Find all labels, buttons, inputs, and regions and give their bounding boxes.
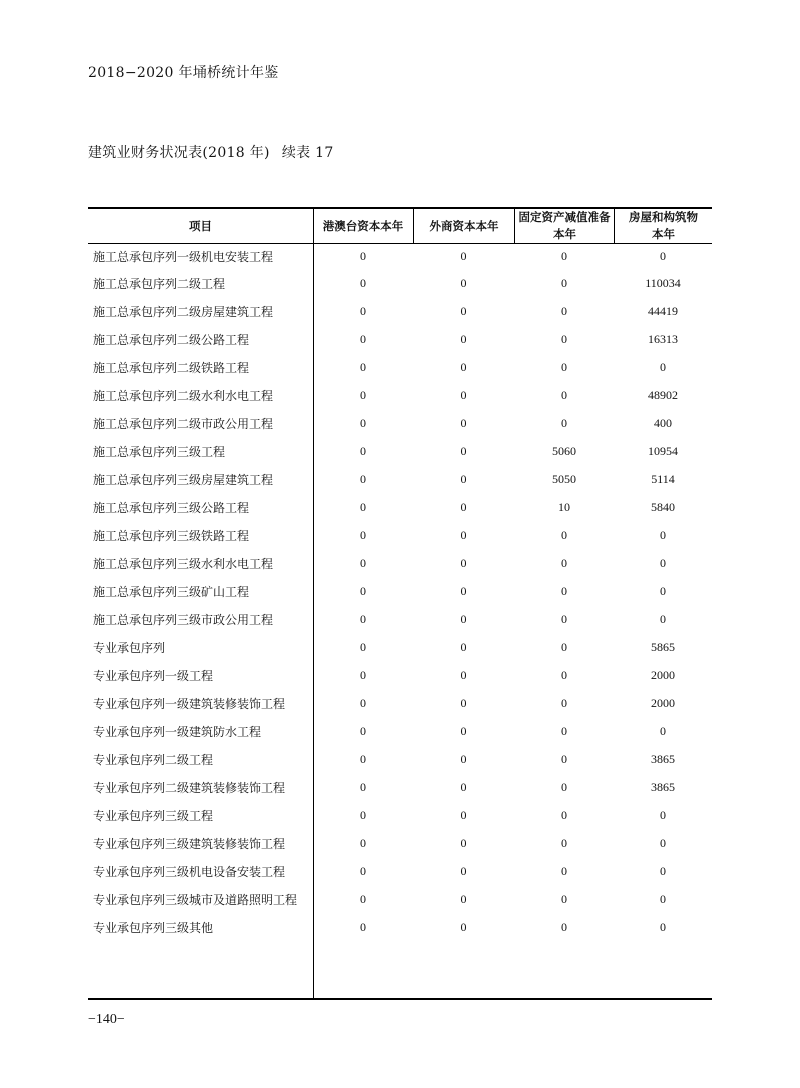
cell-buildings: 0 <box>660 835 666 850</box>
cell-foreign: 0 <box>460 723 467 738</box>
table-row <box>88 829 712 857</box>
cell-foreign: 0 <box>460 249 467 263</box>
cell-impairment: 0 <box>561 695 567 710</box>
cell-item: 专业承包序列三级其他 <box>93 920 214 935</box>
cell-foreign: 0 <box>460 499 467 514</box>
cell-item: 专业承包序列三级工程 <box>93 808 214 823</box>
table-row <box>88 549 712 577</box>
table-row <box>88 353 712 381</box>
table-row <box>88 325 712 353</box>
table-header-row <box>88 209 712 244</box>
cell-impairment: 0 <box>561 863 567 878</box>
cell-buildings: 5865 <box>651 639 675 654</box>
cell-impairment: 0 <box>561 779 567 794</box>
cell-foreign: 0 <box>460 779 467 794</box>
cell-hk-macao-taiwan: 0 <box>360 499 366 514</box>
cell-buildings: 0 <box>660 863 666 878</box>
cell-foreign: 0 <box>460 555 467 570</box>
cell-item: 专业承包序列三级建筑装修装饰工程 <box>93 836 286 851</box>
table-row <box>88 493 712 521</box>
table-body <box>88 244 712 998</box>
cell-buildings: 0 <box>660 359 666 374</box>
cell-foreign: 0 <box>460 611 467 626</box>
cell-foreign: 0 <box>460 695 467 710</box>
cell-foreign: 0 <box>460 583 467 598</box>
cell-item: 施工总承包序列一级机电安装工程 <box>93 250 274 264</box>
cell-hk-macao-taiwan: 0 <box>360 583 366 598</box>
table-row <box>88 521 712 549</box>
header-foreign-label: 外商资本本年 <box>429 218 499 233</box>
cell-hk-macao-taiwan: 0 <box>360 303 366 318</box>
cell-buildings: 5840 <box>651 499 675 514</box>
table-row <box>88 745 712 773</box>
cell-buildings: 0 <box>660 527 666 542</box>
column-divider <box>313 209 314 998</box>
table-row <box>88 269 712 297</box>
cell-hk-macao-taiwan: 0 <box>360 807 366 822</box>
table-row <box>88 633 712 661</box>
header-buildings-structures <box>614 209 712 243</box>
cell-impairment: 0 <box>561 639 567 654</box>
cell-foreign: 0 <box>460 891 467 906</box>
cell-hk-macao-taiwan: 0 <box>360 891 366 906</box>
cell-foreign: 0 <box>460 751 467 766</box>
cell-foreign: 0 <box>460 667 467 682</box>
cell-buildings: 3865 <box>651 779 675 794</box>
header-buildings-label-line1: 房屋和构筑物 <box>629 210 698 224</box>
cell-foreign: 0 <box>460 527 467 542</box>
cell-foreign: 0 <box>460 863 467 878</box>
table-row <box>88 465 712 493</box>
cell-hk-macao-taiwan: 0 <box>360 779 366 794</box>
cell-item: 施工总承包序列三级工程 <box>93 444 226 459</box>
cell-hk-macao-taiwan: 0 <box>360 331 366 346</box>
header-impairment-label-line1: 固定资产减值准备 <box>518 210 611 224</box>
cell-buildings: 0 <box>660 583 666 598</box>
cell-impairment: 0 <box>561 303 567 318</box>
data-table <box>88 207 712 1000</box>
cell-item: 施工总承包序列三级公路工程 <box>93 500 250 515</box>
cell-item: 施工总承包序列三级房屋建筑工程 <box>93 472 274 487</box>
cell-item: 专业承包序列二级建筑装修装饰工程 <box>93 780 286 795</box>
cell-impairment: 0 <box>561 583 567 598</box>
cell-item: 施工总承包序列二级房屋建筑工程 <box>93 304 274 319</box>
table-row <box>88 689 712 717</box>
table-row <box>88 913 712 941</box>
header-hk-macao-taiwan-label: 港澳台资本本年 <box>322 218 404 233</box>
cell-item: 专业承包序列三级城市及道路照明工程 <box>93 892 298 907</box>
header-impairment-reserve <box>514 209 614 243</box>
cell-hk-macao-taiwan: 0 <box>360 667 366 682</box>
table-row <box>88 297 712 325</box>
cell-hk-macao-taiwan: 0 <box>360 751 366 766</box>
cell-hk-macao-taiwan: 0 <box>360 639 366 654</box>
cell-buildings: 3865 <box>651 751 675 766</box>
cell-buildings: 0 <box>660 807 666 822</box>
header-item-label: 项目 <box>189 218 212 233</box>
cell-impairment: 10 <box>558 499 570 514</box>
cell-impairment: 0 <box>561 527 567 542</box>
cell-item: 专业承包序列 <box>93 640 166 655</box>
header-buildings-label-line2: 本年 <box>652 227 675 241</box>
cell-item: 专业承包序列一级建筑防水工程 <box>93 724 262 739</box>
cell-item: 施工总承包序列二级公路工程 <box>93 332 250 347</box>
table-row <box>88 773 712 801</box>
cell-hk-macao-taiwan: 0 <box>360 863 366 878</box>
cell-foreign: 0 <box>460 471 467 486</box>
cell-buildings: 110034 <box>645 275 681 290</box>
cell-hk-macao-taiwan: 0 <box>360 555 366 570</box>
cell-impairment: 0 <box>561 359 567 374</box>
table-row <box>88 244 712 269</box>
cell-impairment: 5050 <box>552 471 576 486</box>
cell-impairment: 0 <box>561 723 567 738</box>
table-row <box>88 717 712 745</box>
cell-item: 施工总承包序列三级矿山工程 <box>93 584 250 599</box>
cell-item: 施工总承包序列二级铁路工程 <box>93 360 250 375</box>
table-continuation-label: 续表 17 <box>281 145 334 161</box>
cell-buildings: 0 <box>660 723 666 738</box>
table-row <box>88 381 712 409</box>
cell-hk-macao-taiwan: 0 <box>360 359 366 374</box>
cell-item: 专业承包序列一级工程 <box>93 668 214 683</box>
page-number: −140− <box>88 1012 125 1027</box>
cell-item: 专业承包序列三级机电设备安装工程 <box>93 864 286 879</box>
cell-buildings: 2000 <box>651 667 675 682</box>
cell-buildings: 400 <box>654 415 672 430</box>
cell-foreign: 0 <box>460 303 467 318</box>
cell-hk-macao-taiwan: 0 <box>360 387 366 402</box>
cell-impairment: 0 <box>561 807 567 822</box>
cell-item: 施工总承包序列二级工程 <box>93 276 226 291</box>
cell-buildings: 2000 <box>651 695 675 710</box>
cell-buildings: 5114 <box>651 471 675 486</box>
cell-impairment: 0 <box>561 555 567 570</box>
cell-impairment: 0 <box>561 331 567 346</box>
cell-foreign: 0 <box>460 807 467 822</box>
cell-impairment: 0 <box>561 891 567 906</box>
cell-hk-macao-taiwan: 0 <box>360 527 366 542</box>
cell-impairment: 0 <box>561 919 567 934</box>
cell-impairment: 0 <box>561 667 567 682</box>
cell-impairment: 0 <box>561 275 567 290</box>
cell-item: 施工总承包序列二级水利水电工程 <box>93 388 274 403</box>
table-title-name: 建筑业财务状况表(2018 年) <box>88 145 270 161</box>
cell-buildings: 10954 <box>648 443 678 458</box>
cell-hk-macao-taiwan: 0 <box>360 443 366 458</box>
cell-buildings: 48902 <box>648 387 678 402</box>
cell-item: 施工总承包序列三级铁路工程 <box>93 528 250 543</box>
cell-impairment: 0 <box>561 751 567 766</box>
cell-foreign: 0 <box>460 415 467 430</box>
cell-hk-macao-taiwan: 0 <box>360 695 366 710</box>
table-row <box>88 409 712 437</box>
cell-item: 专业承包序列二级工程 <box>93 752 214 767</box>
cell-foreign: 0 <box>460 275 467 290</box>
header-foreign-capital <box>413 209 514 243</box>
cell-hk-macao-taiwan: 0 <box>360 611 366 626</box>
cell-foreign: 0 <box>460 835 467 850</box>
cell-impairment: 0 <box>561 249 567 263</box>
cell-buildings: 44419 <box>648 303 678 318</box>
cell-impairment: 0 <box>561 387 567 402</box>
header-hk-macao-taiwan-capital <box>313 209 413 243</box>
table-row <box>88 577 712 605</box>
header-impairment-label-line2: 本年 <box>553 227 576 241</box>
cell-hk-macao-taiwan: 0 <box>360 723 366 738</box>
cell-hk-macao-taiwan: 0 <box>360 835 366 850</box>
cell-foreign: 0 <box>460 443 467 458</box>
cell-buildings: 0 <box>660 555 666 570</box>
table-title <box>88 142 334 162</box>
table-row <box>88 661 712 689</box>
cell-hk-macao-taiwan: 0 <box>360 919 366 934</box>
cell-item: 专业承包序列一级建筑装修装饰工程 <box>93 696 286 711</box>
cell-foreign: 0 <box>460 919 467 934</box>
cell-hk-macao-taiwan: 0 <box>360 415 366 430</box>
cell-item: 施工总承包序列二级市政公用工程 <box>93 416 274 431</box>
cell-foreign: 0 <box>460 359 467 374</box>
table-row <box>88 857 712 885</box>
cell-impairment: 0 <box>561 415 567 430</box>
cell-buildings: 0 <box>660 919 666 934</box>
table-row <box>88 801 712 829</box>
header-item <box>88 209 313 243</box>
cell-impairment: 0 <box>561 611 567 626</box>
cell-buildings: 0 <box>660 891 666 906</box>
cell-foreign: 0 <box>460 331 467 346</box>
cell-impairment: 0 <box>561 835 567 850</box>
cell-item: 施工总承包序列三级市政公用工程 <box>93 612 274 627</box>
table-row <box>88 885 712 913</box>
cell-buildings: 0 <box>660 249 666 263</box>
yearbook-title: 2018−2020 年埇桥统计年鉴 <box>88 65 279 81</box>
table-row <box>88 605 712 633</box>
cell-buildings: 16313 <box>648 331 678 346</box>
cell-item: 施工总承包序列三级水利水电工程 <box>93 556 274 571</box>
cell-impairment: 5060 <box>552 443 576 458</box>
cell-buildings: 0 <box>660 611 666 626</box>
cell-hk-macao-taiwan: 0 <box>360 275 366 290</box>
cell-foreign: 0 <box>460 639 467 654</box>
table-row <box>88 437 712 465</box>
cell-hk-macao-taiwan: 0 <box>360 249 366 263</box>
cell-foreign: 0 <box>460 387 467 402</box>
cell-hk-macao-taiwan: 0 <box>360 471 366 486</box>
